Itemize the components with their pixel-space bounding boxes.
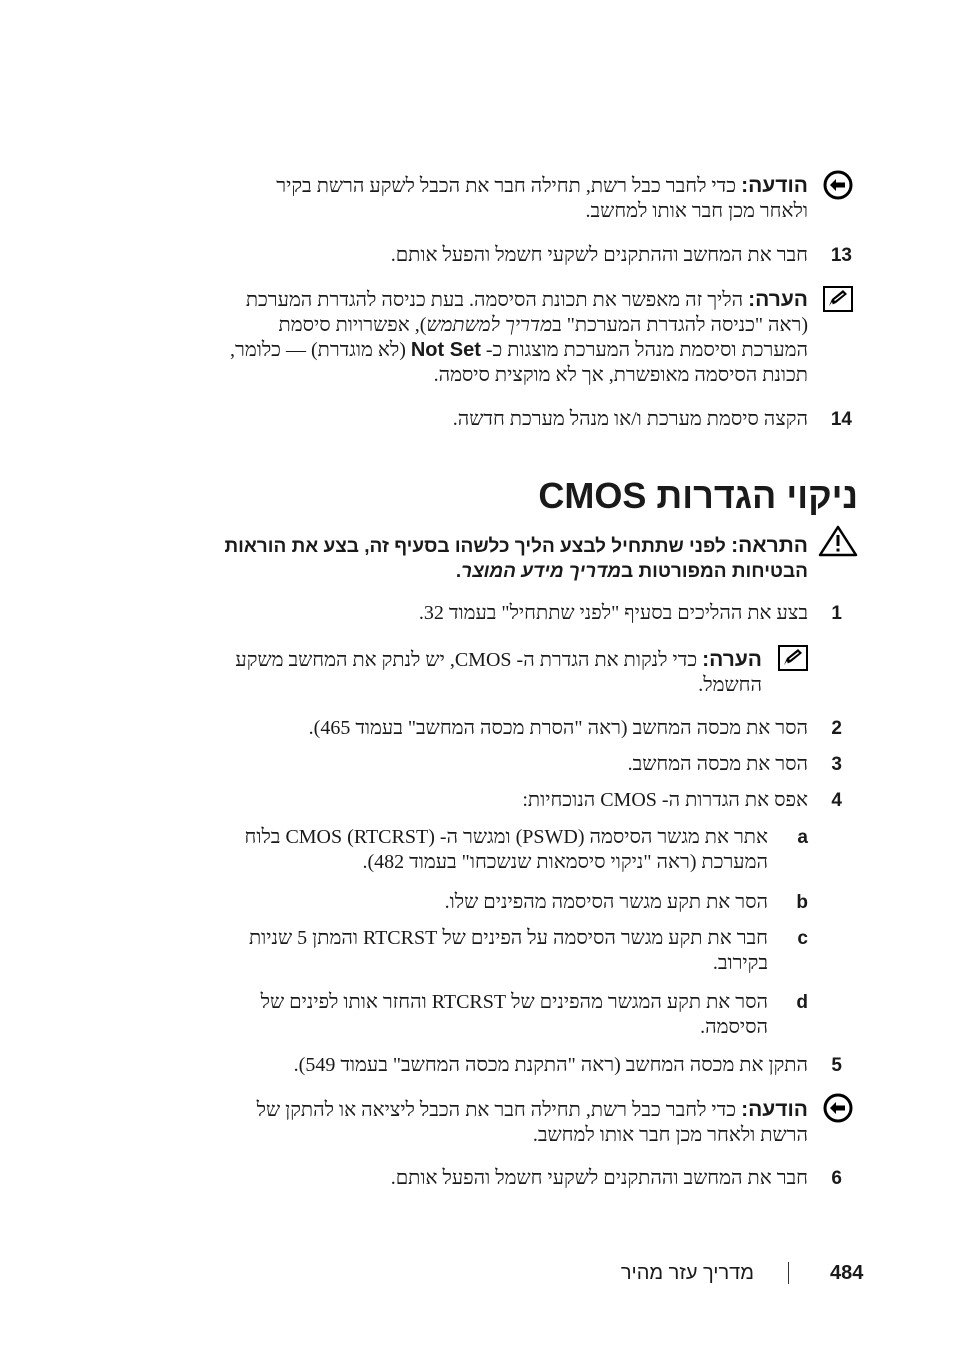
substep-letter: d — [796, 992, 808, 1013]
note-pencil-icon — [823, 286, 853, 317]
notice-label: הודעה: — [741, 1098, 808, 1121]
substep-b-text: הסר את תקע מגשר הסיסמה מהפינים שלו. — [444, 891, 768, 913]
notice-label: הודעה: — [741, 174, 808, 197]
caution-label: התראה: — [731, 534, 808, 557]
step-14-text: הקצה סיסמת מערכת ו/או מנהל מערכת חדשה. — [452, 408, 808, 430]
note-pencil-icon — [778, 645, 808, 676]
notice-icon — [823, 170, 853, 205]
page-number: 484 — [830, 1262, 864, 1284]
step-number: 13 — [830, 245, 852, 266]
step-1-text: בצע את ההליכים בסעיף "לפני שתתחיל" בעמוד 32. — [418, 602, 808, 624]
step-3-text: הסר את מכסה המחשב. — [627, 753, 808, 775]
warning-triangle-icon — [818, 525, 858, 562]
note-1: הערה: הליך זה מאפשר את תכונת הסיסמה. בעת כניסה להגדרת המערכת (ראה "כניסה להגדרת המערכת" במדריך למשתמש), אפשרויות סיסמת המערכת וסיסמת מנהל המערכת מוצגות כ- Not Set (לא מוגדרת) — כלומר, תכונת הסיסמה מאופשרת, אך לא מוקצית סיסמה. — [230, 288, 808, 386]
step-5-text: התקן את מכסה המחשב (ראה "התקנת מכסה המחשב" בעמוד 549). — [293, 1054, 808, 1076]
substep-a-text: אתר את מגשר הסיסמה (PSWD) ומגשר ה- (RTCRST) CMOS בלוח המערכת (ראה "ניקוי סיסמאות שנשכחו" בעמוד 482). — [244, 826, 768, 873]
step-number: 6 — [831, 1168, 842, 1189]
step-2-text: הסר את מכסה המחשב (ראה "הסרת מכסה המחשב" בעמוד 465). — [308, 717, 808, 739]
footer-title: מדריך עזר מהיר — [620, 1262, 754, 1284]
substep-letter: c — [797, 928, 808, 949]
step-6-text: חבר את המחשב וההתקנים לשקעי חשמל והפעל אותם. — [390, 1167, 808, 1189]
footer-divider — [788, 1262, 789, 1284]
step-13-text: חבר את המחשב וההתקנים לשקעי חשמל והפעל אותם. — [390, 244, 808, 266]
step-number: 14 — [830, 409, 852, 430]
section-title: ניקוי הגדרות CMOS — [538, 475, 858, 516]
notice-icon — [823, 1093, 853, 1128]
step-number: 5 — [831, 1055, 842, 1076]
notice-2: הודעה: כדי לחבר כבל רשת, תחילה חבר את הכבל ליציאה או להתקן של הרשת ולאחר מכן חבר אותו למחשב. — [256, 1098, 808, 1146]
substep-letter: b — [796, 892, 808, 913]
note-label: הערה: — [702, 648, 762, 671]
step-number: 2 — [831, 718, 842, 739]
step-number: 3 — [831, 754, 842, 775]
step-number: 4 — [831, 790, 842, 811]
step-4-text: אפס את הגדרות ה- CMOS הנוכחיות: — [522, 789, 808, 811]
step-number: 1 — [831, 603, 842, 624]
note-label: הערה: — [748, 288, 808, 311]
substep-c-text: חבר את תקע מגשר הסיסמה על הפינים של RTCRST והמתן 5 שניות בקירוב. — [248, 927, 768, 974]
caution: התראה: לפני שתתחיל לבצע הליך כלשהו בסעיף זה, בצע את הוראות הבטיחות המפורטות במדריך מידע המוצר. — [224, 534, 808, 582]
notice-1: הודעה: כדי לחבר כבל רשת, תחילה חבר את הכבל לשקע הרשת בקיר ולאחר מכן חבר אותו למחשב. — [276, 174, 808, 222]
substep-d-text: הסר את תקע המגשר מהפינים של RTCRST והחזר אותו לפינים של הסיסמה. — [260, 991, 768, 1038]
substep-letter: a — [797, 827, 808, 848]
note-2: הערה: כדי לנקות את הגדרת ה- CMOS, יש לנתק את המחשב משקע החשמל. — [235, 648, 762, 696]
